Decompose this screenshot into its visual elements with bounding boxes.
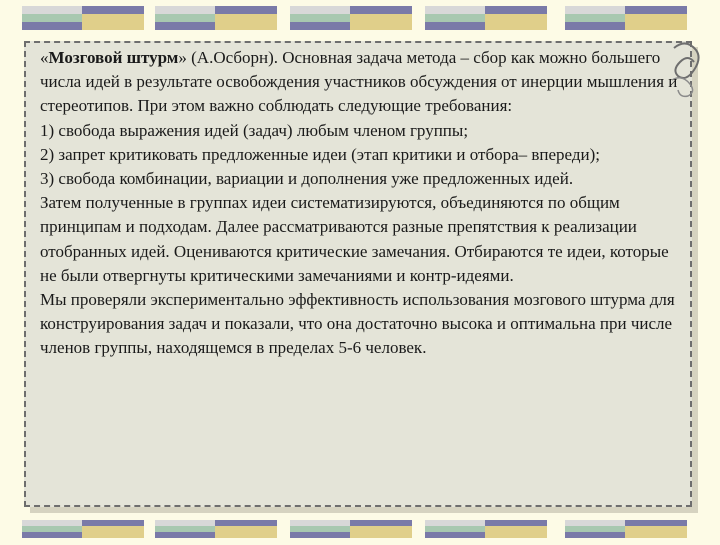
stripe-tile xyxy=(155,14,215,22)
stripe-tile xyxy=(82,526,144,532)
stripe-tile xyxy=(425,532,485,538)
stripe-tile xyxy=(215,526,277,532)
stripe-tile xyxy=(22,520,82,526)
stripe-tile xyxy=(485,526,547,532)
top-decorative-stripes xyxy=(0,0,720,34)
stripe-tile xyxy=(350,22,412,30)
stripe-tile xyxy=(155,22,215,30)
stripe-tile xyxy=(485,22,547,30)
requirement-3: 3) свобода комбинации, вариации и дополнения уже предложенных идей. xyxy=(40,169,574,189)
method-term: Мозговой штурм xyxy=(48,48,179,67)
stripe-tile xyxy=(350,520,412,526)
stripe-tile xyxy=(425,14,485,22)
requirement-1: 1) свобода выражения идей (задач) любым членом группы; xyxy=(40,120,469,140)
stripe-tile xyxy=(350,6,412,14)
stripe-tile xyxy=(565,22,625,30)
stripe-tile xyxy=(565,14,625,22)
close-quote: » xyxy=(178,48,187,67)
top-stripes-graphic xyxy=(0,0,720,34)
stripe-tile xyxy=(290,14,350,22)
stripe-tile xyxy=(290,532,350,538)
stripe-tile xyxy=(350,532,412,538)
stripe-tile xyxy=(350,526,412,532)
stripe-tile xyxy=(82,14,144,22)
stripe-tile xyxy=(22,6,82,14)
bottom-stripes-graphic xyxy=(0,516,720,540)
stripe-tile xyxy=(485,520,547,526)
stripe-tile xyxy=(155,520,215,526)
stripe-tile xyxy=(290,6,350,14)
stripe-tile xyxy=(155,532,215,538)
stripe-tile xyxy=(82,6,144,14)
stripe-tile xyxy=(425,520,485,526)
requirement-2: 2) запрет критиковать предложенные идеи (этап критики и отбора– впереди); xyxy=(40,144,601,164)
stripe-tile xyxy=(625,520,687,526)
stripe-tile xyxy=(290,520,350,526)
stripe-tile xyxy=(155,526,215,532)
stripe-tile xyxy=(565,6,625,14)
stripe-tile xyxy=(290,526,350,532)
stripe-tile xyxy=(625,532,687,538)
stripe-tile xyxy=(350,14,412,22)
stripe-tile xyxy=(625,526,687,532)
intro-paragraph xyxy=(40,46,680,119)
systematization-paragraph: Затем полученные в группах идеи систематизируются, объединяются по общим принципам и подходам. Далее рассматриваются разные препятствия к реализации отобранных идей. Оцениваются критические замечания. Отбираются те идеи, которые не были отвергнуты критическими замечаниями и контр-идеями. xyxy=(40,193,669,285)
stripe-tile xyxy=(290,22,350,30)
stripe-tile xyxy=(485,532,547,538)
stripe-tile xyxy=(565,532,625,538)
stripe-tile xyxy=(22,22,82,30)
stripe-tile xyxy=(215,520,277,526)
bottom-decorative-stripes xyxy=(0,516,720,540)
slide-text xyxy=(40,46,680,361)
stripe-tile xyxy=(215,14,277,22)
stripe-tile xyxy=(425,6,485,14)
stripe-tile xyxy=(82,22,144,30)
stripe-tile xyxy=(425,526,485,532)
intro-rest: (А.Осборн). Основная задача метода – сбор как можно большего числа идей в результате освобождения участников обсуждения от инерции мышления и стереотипов. При этом важно соблюдать следующие требования: xyxy=(40,48,678,116)
stripe-tile xyxy=(22,14,82,22)
stripe-tile xyxy=(82,532,144,538)
stripe-tile xyxy=(22,532,82,538)
conclusion-paragraph: Мы проверяли экспериментально эффективность использования мозгового штурма для конструирования задач и показали, что она достаточно высока и оптимальна при числе членов группы, находящемся в пределах 5-6 человек. xyxy=(40,290,675,358)
stripe-tile xyxy=(215,6,277,14)
stripe-tile xyxy=(565,520,625,526)
stripe-tile xyxy=(625,22,687,30)
stripe-tile xyxy=(565,526,625,532)
stripe-tile xyxy=(82,520,144,526)
stripe-tile xyxy=(485,6,547,14)
stripe-tile xyxy=(625,14,687,22)
stripe-tile xyxy=(155,6,215,14)
open-quote: « xyxy=(40,48,49,67)
stripe-tile xyxy=(485,14,547,22)
stripe-tile xyxy=(215,532,277,538)
stripe-tile xyxy=(22,526,82,532)
stripe-tile xyxy=(625,6,687,14)
stripe-tile xyxy=(425,22,485,30)
stripe-tile xyxy=(215,22,277,30)
